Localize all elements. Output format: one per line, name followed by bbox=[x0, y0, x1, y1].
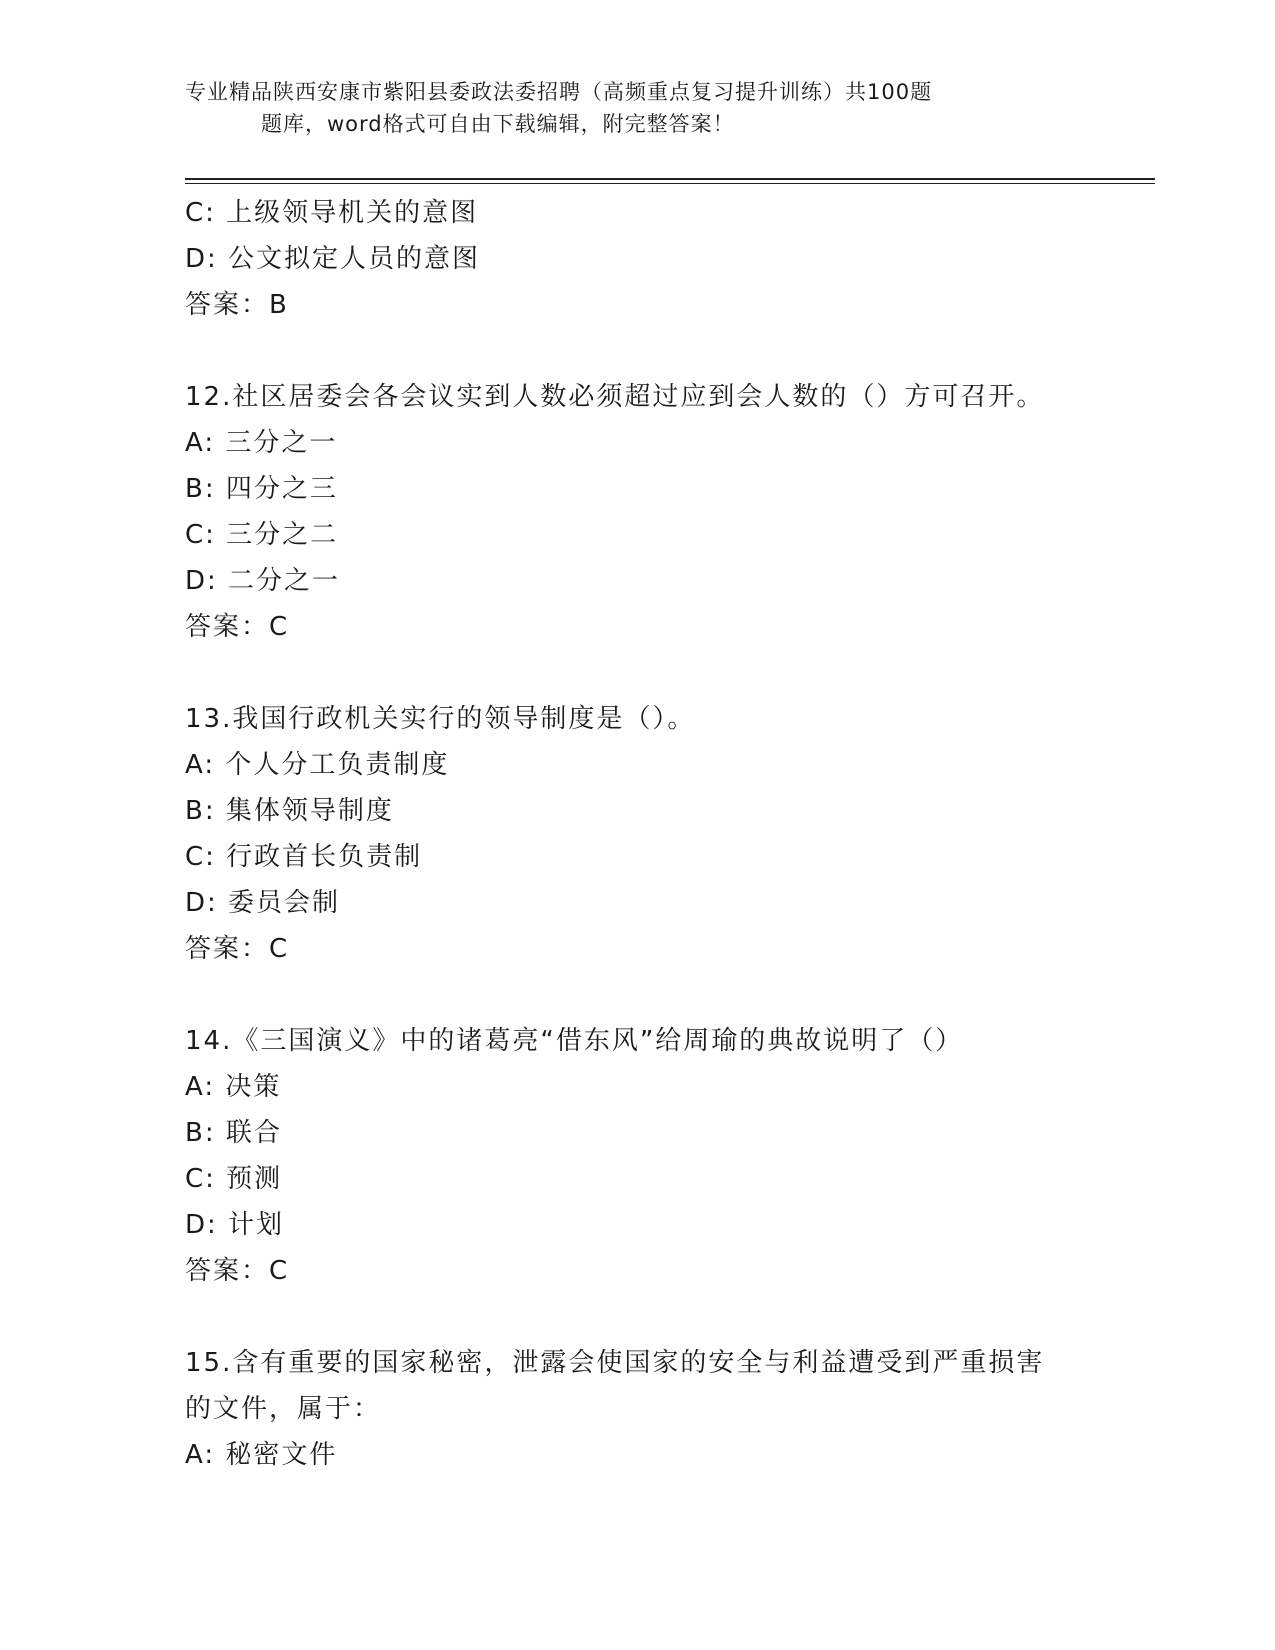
q14-answer: 答案：C bbox=[185, 1256, 290, 1286]
q15-option-a: A: 秘密文件 bbox=[185, 1440, 338, 1470]
spacer bbox=[185, 328, 1085, 374]
q12-answer: 答案：C bbox=[185, 612, 290, 642]
q14-question: 14.《三国演义》中的诸葛亮“借东风”给周瑜的典故说明了（） bbox=[185, 1026, 964, 1056]
header-title-line2: 题库，word格式可自由下载编辑，附完整答案！ bbox=[261, 112, 735, 136]
q15-question-line1: 15.含有重要的国家秘密，泄露会使国家的安全与利益遭受到严重损害 bbox=[185, 1348, 1045, 1378]
q12-option-a: A: 三分之一 bbox=[185, 428, 338, 458]
q13-option-a: A: 个人分工负责制度 bbox=[185, 750, 450, 780]
q13-option-d: D: 委员会制 bbox=[185, 888, 341, 918]
header-divider-thin bbox=[185, 183, 1155, 184]
q13-question: 13.我国行政机关实行的领导制度是（）。 bbox=[185, 704, 696, 734]
q12-question: 12.社区居委会各会议实到人数必须超过应到会人数的（）方可召开。 bbox=[185, 382, 1045, 412]
q14-option-a: A: 决策 bbox=[185, 1072, 282, 1102]
header-divider-thick bbox=[185, 178, 1155, 180]
q12-option-c: C: 三分之二 bbox=[185, 520, 339, 550]
q14-option-d: D: 计划 bbox=[185, 1210, 285, 1240]
q14-option-c: C: 预测 bbox=[185, 1164, 283, 1194]
q11-option-c: C: 上级领导机关的意图 bbox=[185, 198, 479, 228]
document-header bbox=[185, 76, 1045, 140]
q15-question-line2: 的文件，属于： bbox=[185, 1394, 382, 1424]
q12-option-d: D: 二分之一 bbox=[185, 566, 341, 596]
spacer bbox=[185, 1294, 1085, 1340]
q11-option-d: D: 公文拟定人员的意图 bbox=[185, 244, 481, 274]
question-list bbox=[185, 190, 1085, 1478]
header-title-line1: 专业精品陕西安康市紫阳县委政法委招聘（高频重点复习提升训练）共100题 bbox=[185, 80, 933, 104]
spacer bbox=[185, 650, 1085, 696]
spacer bbox=[185, 972, 1085, 1018]
q11-answer: 答案：B bbox=[185, 290, 289, 320]
q14-option-b: B: 联合 bbox=[185, 1118, 282, 1148]
q13-answer: 答案：C bbox=[185, 934, 290, 964]
q12-option-b: B: 四分之三 bbox=[185, 474, 338, 504]
q13-option-b: B: 集体领导制度 bbox=[185, 796, 394, 826]
q13-option-c: C: 行政首长负责制 bbox=[185, 842, 423, 872]
